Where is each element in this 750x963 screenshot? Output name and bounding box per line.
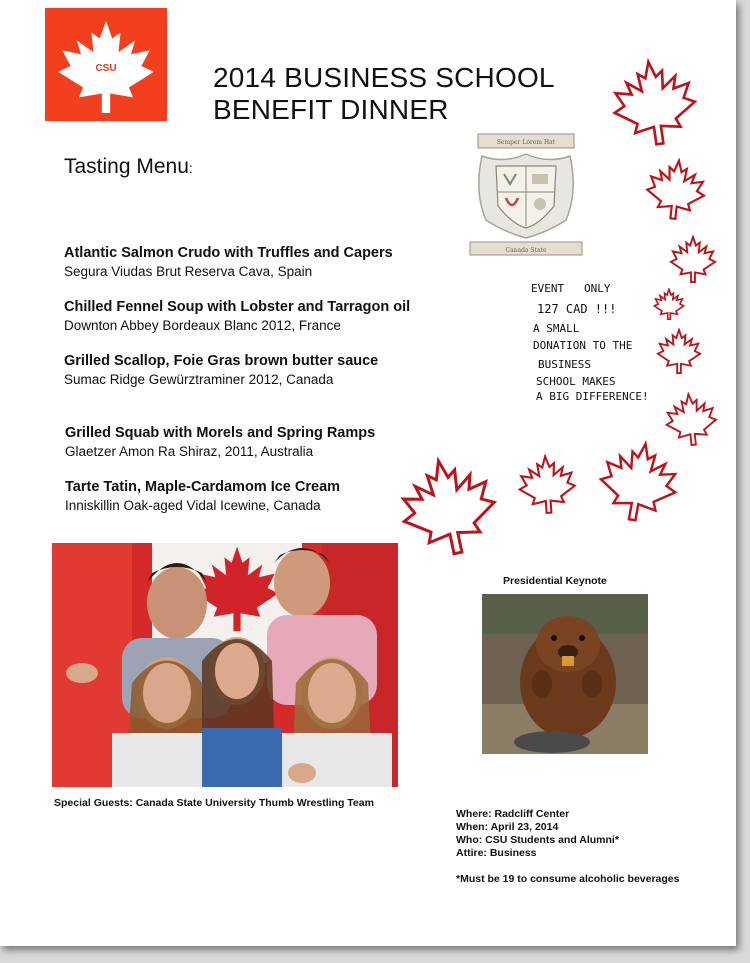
logo-text: CSU [95, 63, 117, 74]
menu-item [65, 425, 375, 459]
university-crest-icon [464, 132, 588, 258]
guests-photo [52, 543, 398, 787]
event-price: 127 CAD !!! [537, 302, 617, 316]
event-details [456, 808, 619, 860]
menu-item [64, 353, 378, 387]
dish-name: Atlantic Salmon Crudo with Truffles and Capers [64, 245, 393, 261]
event-line-7: A BIG DIFFERENCE! [536, 390, 649, 403]
dish-name: Grilled Squab with Morels and Spring Ramps [65, 425, 376, 441]
maple-leaf-icon [598, 440, 680, 522]
guests-caption: Special Guests: Canada State University Thumb Wrestling Team [54, 797, 374, 809]
age-footnote: *Must be 19 to consume alcoholic beverages [456, 873, 680, 885]
detail-where: Where: Radcliff Center [456, 808, 570, 820]
dish-name: Grilled Scallop, Foie Gras brown butter sauce [64, 353, 379, 369]
beaver-photo [482, 594, 648, 754]
detail-attire: Attire: Business [456, 847, 537, 859]
maple-leaf-icon [645, 158, 707, 220]
wine-pairing: Downton Abbey Bordeaux Blanc 2012, France [64, 318, 341, 333]
menu-item [65, 479, 340, 513]
event-line-1: EVENT ONLY [531, 282, 611, 295]
wine-pairing: Inniskillin Oak-aged Vidal Icewine, Canada [65, 498, 321, 513]
maple-leaf-icon [396, 456, 500, 556]
csu-logo [45, 8, 167, 121]
detail-when: When: April 23, 2014 [456, 821, 559, 833]
event-line-5: BUSINESS [538, 358, 591, 371]
tasting-menu-heading [64, 155, 193, 179]
maple-leaf-icon [669, 235, 717, 283]
crest-top-banner: Semper Lorem Hat [496, 139, 556, 146]
dish-name: Chilled Fennel Soup with Lobster and Tarragon oil [64, 299, 411, 315]
title-line-2: BENEFIT DINNER [213, 94, 449, 125]
wine-pairing: Sumac Ridge Gewürztraminer 2012, Canada [64, 372, 334, 387]
tasting-menu-label: Tasting Menu [64, 155, 189, 178]
keynote-label: Presidential Keynote [503, 575, 607, 587]
event-line-3: A SMALL [533, 322, 580, 335]
wine-pairing: Segura Viudas Brut Reserva Cava, Spain [64, 264, 313, 279]
maple-leaf-icon [656, 328, 702, 374]
detail-who: Who: CSU Students and Alumni* [456, 834, 619, 846]
tasting-menu-suffix: : [188, 160, 193, 176]
wine-pairing: Glaetzer Amon Ra Shiraz, 2011, Australia [65, 444, 314, 459]
title-line-1: 2014 BUSINESS SCHOOL [213, 62, 555, 93]
event-line-4: DONATION TO THE [533, 339, 633, 352]
dish-name: Tarte Tatin, Maple-Cardamom Ice Cream [65, 479, 341, 495]
menu-item [64, 299, 410, 333]
menu-item [64, 245, 393, 279]
crest-bottom-banner: Canada State [505, 247, 547, 254]
maple-leaf-icon [517, 454, 577, 514]
event-line-6: SCHOOL MAKES [536, 375, 616, 388]
maple-leaf-icon [653, 288, 685, 320]
maple-leaf-icon [664, 392, 718, 446]
page-title [213, 62, 555, 126]
maple-leaf-icon [610, 58, 698, 146]
